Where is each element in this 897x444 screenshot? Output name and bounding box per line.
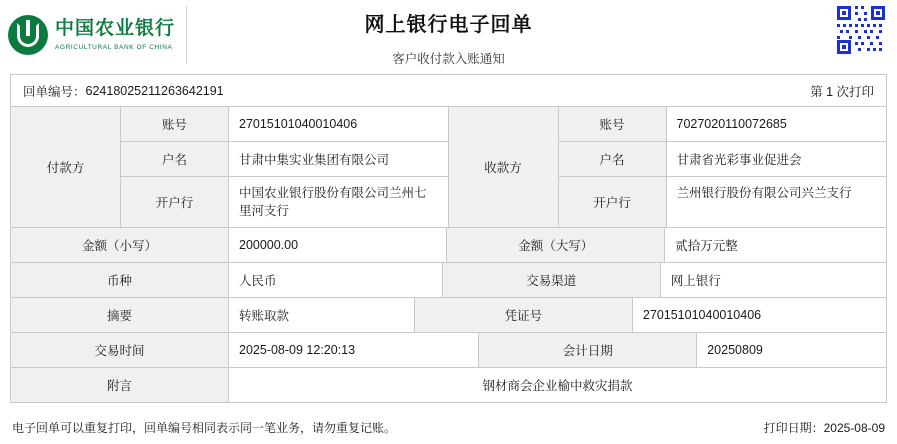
account-date-value: 20250809: [697, 333, 886, 367]
document-header: [0, 0, 897, 72]
payee-block: [449, 107, 887, 227]
trade-time-row: [11, 333, 886, 368]
title-block: [0, 8, 897, 67]
serial-number: [11, 75, 686, 106]
payee-account-row: [559, 107, 887, 142]
payee-fields: [559, 107, 887, 227]
channel-label: 交易渠道: [443, 263, 661, 297]
currency-label: 币种: [11, 263, 229, 297]
summary-voucher-row: [11, 298, 886, 333]
trade-time-label: 交易时间: [11, 333, 229, 367]
payer-bank-row: [121, 177, 448, 227]
payee-bank-label: 开户行: [559, 177, 667, 227]
channel-value: 网上银行: [661, 263, 886, 297]
serial-label: 回单编号：: [23, 84, 86, 99]
amount-lower-value: 200000.00: [229, 228, 447, 262]
trade-time-value: 2025-08-09 12:20:13: [229, 333, 479, 367]
print-date: 打印日期：2025-08-09: [763, 421, 885, 435]
payee-name-row: [559, 142, 887, 177]
bank-name-cn: 中国农业银行: [55, 17, 176, 39]
summary-value: 转账取款: [229, 298, 415, 332]
currency-value: 人民币: [229, 263, 443, 297]
payer-name-label: 户名: [121, 142, 229, 176]
payer-name-value: 甘肃中集实业集团有限公司: [239, 153, 390, 167]
payee-name-value: 甘肃省光彩事业促进会: [676, 153, 802, 167]
payer-bank-value: 中国农业银行股份有限公司兰州七里河支行: [239, 186, 427, 219]
payer-block: [11, 107, 449, 227]
payer-account-value: 27015101040010406: [239, 117, 358, 131]
voucher-label: 凭证号: [415, 298, 633, 332]
payee-bank-row: [559, 177, 887, 227]
page-subtitle: 客户收付款入账通知: [392, 52, 505, 66]
serial-row: [11, 75, 886, 107]
amount-row: [11, 228, 886, 263]
payer-account-row: [121, 107, 448, 142]
payee-title: 收款方: [449, 107, 559, 227]
summary-label: 摘要: [11, 298, 229, 332]
account-date-label: 会计日期: [479, 333, 697, 367]
serial-value: 62418025211263642191: [85, 83, 224, 98]
payer-title: 付款方: [11, 107, 121, 227]
payer-account-label: 账号: [121, 107, 229, 141]
payee-name-label: 户名: [559, 142, 667, 176]
amount-upper-value: 贰拾万元整: [665, 228, 886, 262]
amount-upper-label: 金额（大写）: [447, 228, 665, 262]
payee-bank-value: 兰州银行股份有限公司兴兰支行: [676, 186, 852, 200]
currency-channel-row: [11, 263, 886, 298]
parties-row: [11, 107, 886, 228]
amount-lower-label: 金额（小写）: [11, 228, 229, 262]
remark-row: [11, 368, 886, 402]
payer-name-row: [121, 142, 448, 177]
qr-code-icon: [835, 4, 887, 56]
voucher-value: 27015101040010406: [633, 298, 886, 332]
footer-note: 电子回单可以重复打印，回单编号相同表示同一笔业务，请勿重复记账。: [12, 421, 397, 435]
remark-label: 附言: [11, 368, 229, 402]
remark-value: 钢材商会企业榆中救灾捐款: [229, 368, 886, 402]
receipt-table: [10, 74, 887, 403]
payee-account-value: 7027020110072685: [676, 117, 787, 131]
payer-fields: [121, 107, 448, 227]
payee-account-label: 账号: [559, 107, 667, 141]
page-title: 网上银行电子回单: [364, 14, 533, 36]
print-count: 第 1 次打印: [686, 75, 886, 106]
payer-bank-label: 开户行: [121, 177, 229, 227]
bank-name-en: AGRICULTURAL BANK OF CHINA: [55, 43, 173, 51]
document-footer: [12, 419, 885, 436]
